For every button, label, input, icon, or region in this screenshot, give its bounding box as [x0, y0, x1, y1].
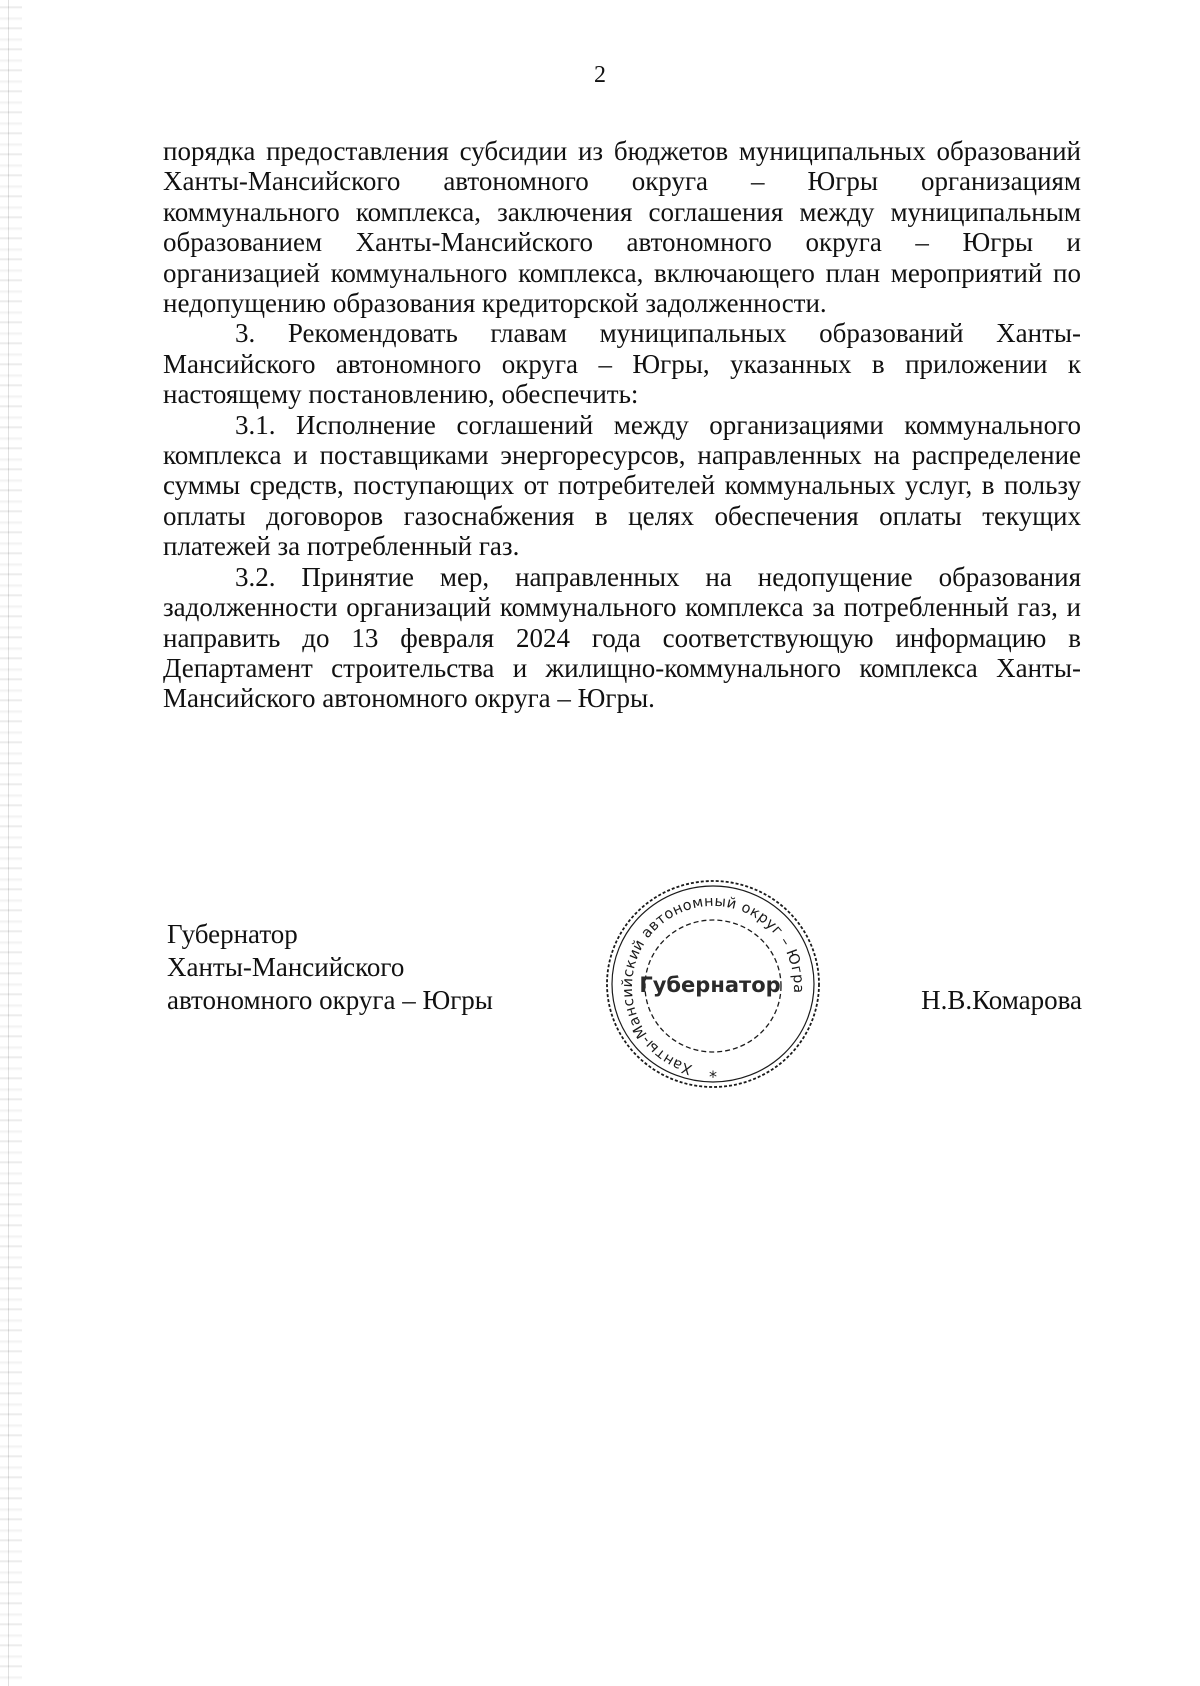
paragraph-item-3-2: 3.2. Принятие мер, направленных на недопущение образования задолженности организаций коммунального комплекса за потребленный газ, и направить до 13 февраля 2024 года соответствующую информацию в Департамент строительства и жилищно-коммунального комплекса Ханты-Мансийского автономного округа – Югры.: [163, 561, 1081, 714]
seal-ring-text: Ханты-Мансийский автономный округ – Югра: [619, 893, 807, 1078]
paragraph-item-3-1: 3.1. Исполнение соглашений между организациями коммунального комплекса и поставщиками энергоресурсов, направленных на распределение суммы средств, поступающих от потребителей коммунальных услуг, в пользу оплаты договоров газоснабжения в целях обеспечения оплаты текущих платежей за потребленный газ.: [163, 409, 1081, 562]
signatory-title-line: автономного округа – Югры: [167, 985, 493, 1015]
official-seal-stamp: [596, 870, 830, 1094]
scan-edge-artifact: [0, 0, 22, 1686]
paragraph-continuation: порядка предоставления субсидии из бюджетов муниципальных образований Ханты-Мансийского автономного округа – Югры организациям коммунального комплекса, заключения соглашения между муниципальным образованием Ханты-Мансийского автономного округа – Югры и организацией коммунального комплекса, включающего план мероприятий по недопущению образования кредиторской задолженности.: [163, 136, 1081, 319]
paragraph-item-3: 3. Рекомендовать главам муниципальных образований Ханты-Мансийского автономного округа – Югры, указанных в приложении к настоящему постановлению, обеспечить:: [163, 318, 1081, 410]
signatory-title: [167, 918, 493, 1017]
page-number: 2: [594, 62, 606, 88]
document-body: [163, 136, 1081, 714]
signatory-title-line: Ханты-Мансийского: [167, 952, 405, 982]
seal-star-icon: *: [709, 1067, 717, 1086]
signatory-name: Н.В.Комарова: [921, 985, 1082, 1015]
signatory-title-line: Губернатор: [167, 919, 298, 949]
seal-center-text: Губернатор: [639, 973, 781, 997]
